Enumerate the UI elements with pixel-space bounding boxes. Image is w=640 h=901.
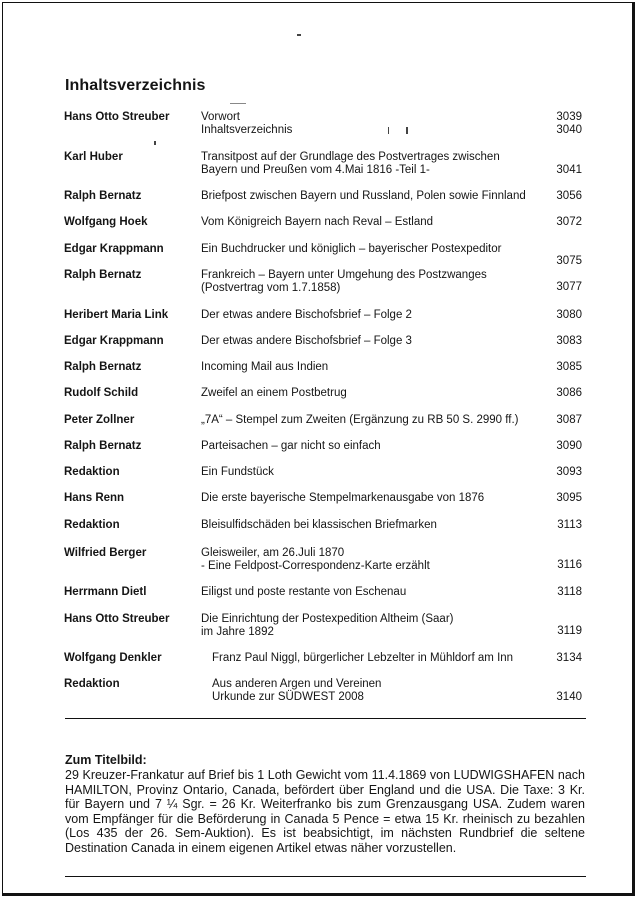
toc-page-number: 3095 — [556, 492, 582, 504]
toc-author: Redaktion — [64, 519, 120, 531]
toc-page-number: 3086 — [556, 387, 582, 399]
toc-page-number: 3039 — [556, 111, 582, 123]
toc-page-number: 3040 — [556, 124, 582, 136]
toc-page-number: 3087 — [556, 414, 582, 426]
toc-title-line: Eiligst und poste restante von Eschenau — [201, 586, 407, 598]
toc-title-line: Transitpost auf der Grundlage des Postvertrages zwischen — [201, 151, 500, 163]
toc-title-line: Incoming Mail aus Indien — [201, 361, 329, 373]
toc-author: Wilfried Berger — [64, 547, 147, 559]
toc-title-line: Urkunde zur SÜDWEST 2008 — [212, 691, 364, 703]
toc-author: Redaktion — [64, 678, 120, 690]
divider-rule — [65, 876, 586, 877]
toc-title-line: Parteisachen – gar nicht so einfach — [201, 440, 381, 452]
toc-author: Ralph Bernatz — [64, 269, 142, 281]
toc-title-line: Gleisweiler, am 26.Juli 1870 — [201, 547, 345, 559]
toc-title-line: Inhaltsverzeichnis — [201, 124, 293, 136]
toc-page-number: 3075 — [556, 255, 582, 267]
toc-page-number: 3072 — [556, 216, 582, 228]
toc-page-number: 3093 — [556, 466, 582, 478]
toc-title-line: (Postvertrag vom 1.7.1858) — [201, 282, 341, 294]
toc-page-number: 3090 — [556, 440, 582, 452]
cover-note-text: 29 Kreuzer-Frankatur auf Brief bis 1 Loth Gewicht vom 11.4.1869 von LUDWIGSHAFEN nach HAMILTON, Provinz Ontario, Canada, befördert über England und die USA. Die Taxe: 3 Kr. für Bayern und 7 ¼ Sgr. = 26 Kr. Weiterfranko bis zum Grenzausgang USA. Zudem waren vom Empfänger für die Beförderung in Canada 5 Pence = etwa 15 Kr. rheinisch zu bezahlen (Los 435 der 26. Sem-Auktion). Es ist beabsichtigt, im nächsten Rundbrief die seltene Destination Canada in einem eigenen Artikel etwas näher vorzustellen. — [65, 768, 585, 855]
toc-title-line: Der etwas andere Bischofsbrief – Folge 3 — [201, 335, 412, 347]
toc-author: Peter Zollner — [64, 414, 135, 426]
toc-page-number: 3116 — [557, 559, 582, 571]
toc-title-line: Franz Paul Niggl, bürgerlicher Lebzelter in Mühldorf am Inn — [212, 652, 514, 664]
toc-title-line: „7A“ – Stempel zum Zweiten (Ergänzung zu RB 50 S. 2990 ff.) — [201, 414, 519, 426]
toc-title-line: Ein Buchdrucker und königlich – bayerischer Postexpeditor — [201, 243, 502, 255]
toc-author: Herrmann Dietl — [64, 586, 147, 598]
divider-rule — [65, 718, 586, 719]
toc-title-line: Die Einrichtung der Postexpedition Altheim (Saar) — [201, 613, 454, 625]
toc-author: Wolfgang Hoek — [64, 216, 148, 228]
toc-author: Hans Otto Streuber — [64, 111, 170, 123]
toc-title-line: Vom Königreich Bayern nach Reval – Estland — [201, 216, 434, 228]
toc-author: Ralph Bernatz — [64, 440, 142, 452]
toc-title-line: Zweifel an einem Postbetrug — [201, 387, 347, 399]
toc-title-line: Die erste bayerische Stempelmarkenausgabe von 1876 — [201, 492, 485, 504]
toc-author: Edgar Krappmann — [64, 243, 164, 255]
toc-title-line: Aus anderen Argen und Vereinen — [212, 678, 382, 690]
page-title: Inhaltsverzeichnis — [65, 77, 206, 94]
toc-page-number: 3077 — [556, 281, 582, 293]
toc-page-number: 3085 — [556, 361, 582, 373]
toc-author: Hans Otto Streuber — [64, 613, 170, 625]
toc-author: Wolfgang Denkler — [64, 652, 162, 664]
toc-author: Karl Huber — [64, 151, 123, 163]
toc-title-line: Bayern und Preußen vom 4.Mai 1816 -Teil 1- — [201, 164, 430, 176]
cover-note — [65, 753, 585, 856]
toc-author: Redaktion — [64, 466, 120, 478]
toc-title-line: Bleisulfidschäden bei klassischen Briefmarken — [201, 519, 437, 531]
toc-author: Heribert Maria Link — [64, 309, 169, 321]
toc-title-line: Der etwas andere Bischofsbrief – Folge 2 — [201, 309, 412, 321]
toc-author: Ralph Bernatz — [64, 361, 142, 373]
toc-page-number: 3083 — [556, 335, 582, 347]
toc-author: Ralph Bernatz — [64, 190, 142, 202]
toc-page-number: 3041 — [556, 164, 582, 176]
toc-page-number: 3119 — [557, 625, 582, 637]
toc-page-number: 3140 — [556, 691, 582, 703]
toc-author: Hans Renn — [64, 492, 125, 504]
toc-title-line: Frankreich – Bayern unter Umgehung des Postzwanges — [201, 269, 487, 281]
toc-title-line: Briefpost zwischen Bayern und Russland, Polen sowie Finnland — [201, 190, 526, 202]
toc-author: Rudolf Schild — [64, 387, 139, 399]
toc-page-number: 3056 — [556, 190, 582, 202]
cover-note-title: Zum Titelbild: — [65, 753, 147, 767]
toc-title-line: Ein Fundstück — [201, 466, 274, 478]
toc-page-number: 3134 — [556, 652, 582, 664]
toc-title-line: Vorwort — [201, 111, 240, 123]
toc-page-number: 3118 — [557, 586, 582, 598]
toc-title-line: - Eine Feldpost-Correspondenz-Karte erzählt — [201, 560, 430, 572]
toc-page-number: 3113 — [557, 519, 582, 531]
toc-title-line: im Jahre 1892 — [201, 626, 274, 638]
toc-author: Edgar Krappmann — [64, 335, 164, 347]
toc-page-number: 3080 — [556, 309, 582, 321]
